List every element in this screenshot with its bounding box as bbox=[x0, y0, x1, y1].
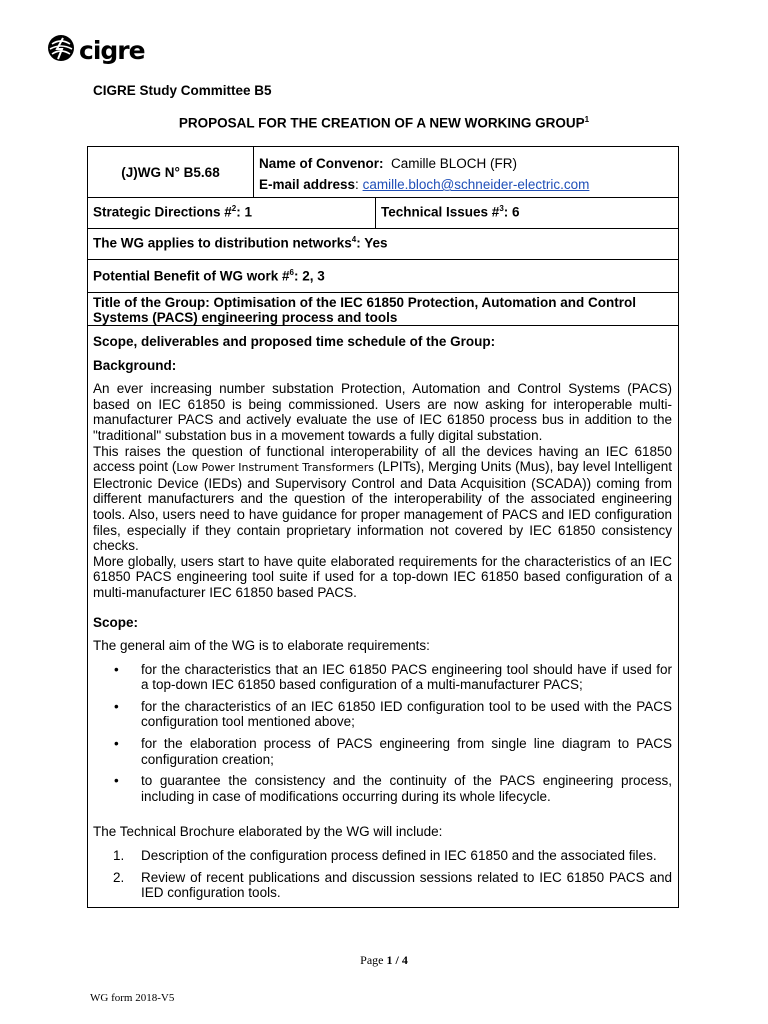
list-item: 2. Review of recent publications and discussion sessions related to IEC 61850 PACS and IED configuration tools. bbox=[113, 869, 673, 901]
background-paragraph-1: An ever increasing number substation Protection, Automation and Control Systems (PACS) based on IEC 61850 is being commissioned. Users are now asking for interoperable multi-manufacturer PACS and actively evaluate the use of IEC 61850 process bus in addition to the "traditional" substation bus in a movement towards a fully digital substation. bbox=[93, 381, 673, 443]
list-item: 1. Description of the configuration process defined in IEC 61850 and the associated files. bbox=[113, 848, 657, 864]
aim-text: The general aim of the WG is to elaborate requirements: bbox=[93, 638, 430, 654]
background-heading: Background: bbox=[93, 357, 177, 373]
logo-text: cigre bbox=[79, 35, 145, 65]
document-title: PROPOSAL FOR THE CREATION OF A NEW WORKING GROUP$^1$ bbox=[178, 115, 590, 131]
title-footnote: 1 bbox=[584, 115, 590, 124]
background-paragraph-2: This raises the question of functional interoperability of all the devices having an IEC 61850 access point (Low Power Instrument Transformers (LPITs), Merging Units (Mus), bay level Intelligent Electronic Device (IEDs) and Supervisory Control and Data Acquisition (SCADA)) coming from different manufacturers and the question of the interoperability of the associated engineering tools. Also, users need to have guidance for proper management of PACS and IED configuration files, especially if they contain proprietary information not covered by IEC 61850 consistency checks. bbox=[93, 443, 673, 554]
convenor-cell: Name of Convenor: Camille BLOCH (FR) E-mail address: camille.bloch@schneider-electric.com bbox=[254, 147, 679, 198]
technical-issues: Technical Issues #$^3$: 6 bbox=[376, 198, 679, 229]
background-paragraph-3: More globally, users start to have quite elaborated requirements for the characteristics of an IEC 61850 PACS engineering tool suite if used for a top-down IEC 61850 based configuration of a multi-manufacturer IEC 61850 based PACS. bbox=[93, 553, 673, 600]
scope-heading: Scope, deliverables and proposed time schedule of the Group: bbox=[93, 334, 496, 349]
cigre-globe-icon bbox=[46, 33, 76, 63]
wg-form-table bbox=[87, 146, 679, 908]
distribution-networks: The WG applies to distribution networks$^4$: Yes bbox=[88, 229, 679, 260]
convenor-label: Name of Convenor: bbox=[259, 156, 384, 171]
scope-section bbox=[88, 326, 679, 908]
list-item: • to guarantee the consistency and the continuity of the PACS engineering process, including in case of modifications occurring during its whole lifecycle. bbox=[114, 773, 673, 804]
page-number: Page 1 / 4 bbox=[360, 953, 408, 967]
email-label: E-mail address bbox=[259, 177, 356, 192]
list-item: • for the elaboration process of PACS engineering from single line diagram to PACS configuration creation; bbox=[114, 736, 673, 767]
form-version: WG form 2018-V5 bbox=[90, 992, 175, 1004]
strategic-directions: Strategic Directions #$^2$: 1 bbox=[88, 198, 376, 229]
study-committee: CIGRE Study Committee B5 bbox=[93, 83, 272, 98]
list-item: • for the characteristics of an IEC 61850 IED configuration tool to be used with the PACS configuration tool mentioned above; bbox=[114, 698, 673, 730]
requirements-list bbox=[93, 662, 672, 805]
convenor-value: Camille BLOCH (FR) bbox=[391, 156, 518, 171]
scope-subheading: Scope: bbox=[93, 614, 139, 630]
brochure-intro: The Technical Brochure elaborated by the WG will include: bbox=[93, 824, 443, 840]
email-link[interactable]: camille.bloch@schneider-electric.com bbox=[362, 177, 590, 192]
potential-benefit: Potential Benefit of WG work #$^6$: 2, 3 bbox=[88, 260, 679, 293]
cigre-logo bbox=[46, 28, 145, 68]
group-title: Title of the Group: Optimisation of the IEC 61850 Protection, Automation and Control Systems (PACS) engineering process and tools bbox=[88, 293, 679, 326]
wg-number: (J)WG N° B5.68 bbox=[88, 147, 254, 198]
brochure-list bbox=[93, 848, 672, 901]
list-item: • for the characteristics that an IEC 61850 PACS engineering tool should have if used for a top-down IEC 61850 based configuration of a multi-manufacturer PACS; bbox=[114, 661, 673, 693]
